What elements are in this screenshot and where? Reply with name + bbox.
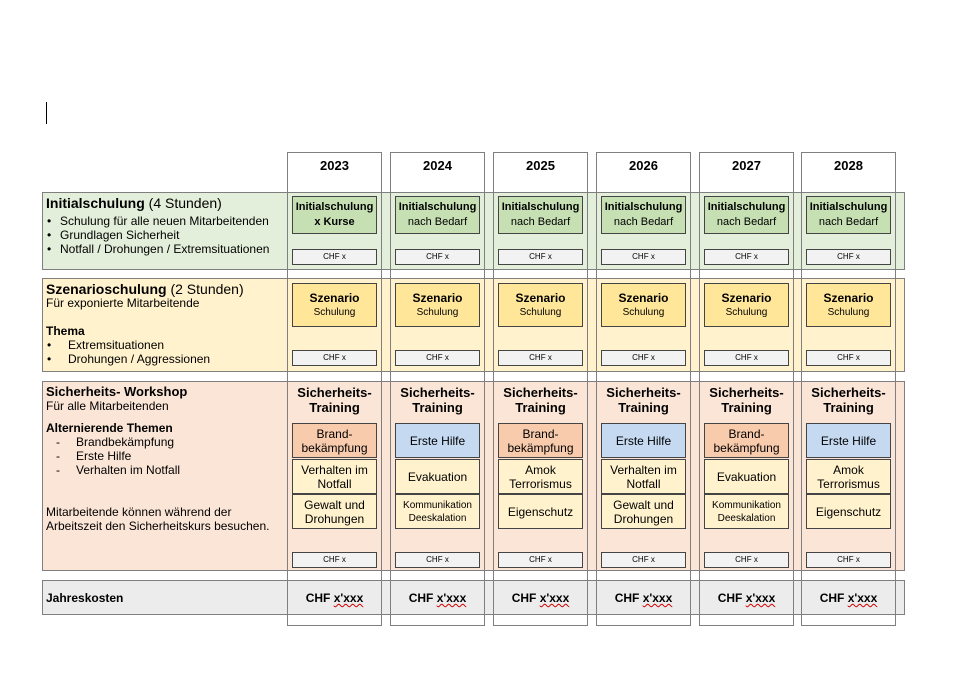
szenario-box-line1: Szenario xyxy=(823,290,874,305)
heading-line1: Sicherheits- xyxy=(811,385,886,400)
sicherheits-cost: CHF x xyxy=(395,552,480,568)
jahreskosten-label: Jahreskosten xyxy=(46,591,124,605)
initialschulung-box-line2: x Kurse xyxy=(314,216,355,228)
heading-line2: Training xyxy=(309,400,360,415)
initialschulung-title-text: Initialschulung xyxy=(46,195,145,211)
initialschulung-box xyxy=(601,196,686,234)
initialschulung-duration: (4 Stunden) xyxy=(148,195,222,211)
topic-line1: Kommunikation xyxy=(403,499,472,511)
szenario-box xyxy=(498,283,583,327)
initialschulung-box-line1: Initialschulung xyxy=(809,201,888,213)
year-label: 2023 xyxy=(320,158,349,173)
heading-line1: Sicherheits- xyxy=(709,385,784,400)
szenario-box-line2: Schulung xyxy=(416,306,459,318)
heading-line2: Training xyxy=(412,400,463,415)
szenario-box-line1: Szenario xyxy=(309,290,360,305)
topic-line1: Gewalt und xyxy=(613,497,674,512)
szenarioschulung-thema-label: Thema xyxy=(46,324,85,338)
initialschulung-description xyxy=(46,196,282,256)
sicherheits-cost: CHF x xyxy=(806,552,891,568)
heading-line2: Training xyxy=(721,400,772,415)
workshop-note-line: Arbeitszeit den Sicherheitskurs besuchen. xyxy=(46,519,270,533)
training-topic-box xyxy=(806,459,891,494)
szenario-cost: CHF x xyxy=(704,350,789,366)
initialschulung-title xyxy=(46,196,282,210)
topic-line1: Brand- xyxy=(316,426,353,441)
szenario-cost: CHF x xyxy=(292,350,377,366)
initialschulung-box xyxy=(498,196,583,234)
szenario-box xyxy=(601,283,686,327)
training-topic-box xyxy=(292,459,377,494)
heading-line2: Training xyxy=(618,400,669,415)
sicherheits-training-heading xyxy=(287,385,382,415)
szenario-box-line2: Schulung xyxy=(725,306,768,318)
training-topic-box xyxy=(704,459,789,494)
initialschulung-cost: CHF x xyxy=(498,249,583,265)
topic-line2: Deeskalation xyxy=(408,512,467,524)
bullet-item: • Grundlagen Sicherheit xyxy=(46,228,282,242)
sicherheits-training-heading xyxy=(390,385,485,415)
jahreskosten-amount: x'xxx xyxy=(847,591,878,605)
topic-line2: Terrorismus xyxy=(817,476,880,491)
topic-line2: Notfall xyxy=(626,476,661,491)
jahreskosten-value xyxy=(801,591,896,605)
szenarioschulung-duration: (2 Stunden) xyxy=(170,281,244,297)
training-topic-box xyxy=(601,459,686,494)
topic-line2: Deeskalation xyxy=(717,512,776,524)
initialschulung-box-line2: nach Bedarf xyxy=(613,216,674,228)
topic-line1: Brand- xyxy=(728,426,765,441)
initialschulung-box xyxy=(292,196,377,234)
sicherheits-training-heading xyxy=(801,385,896,415)
szenario-box-line1: Szenario xyxy=(618,290,669,305)
bullet-item: • Schulung für alle neuen Mitarbeitenden xyxy=(46,214,282,228)
training-topic-box xyxy=(498,423,583,458)
training-topic-box xyxy=(806,423,891,458)
jahreskosten-amount: x'xxx xyxy=(642,591,673,605)
training-topic-box xyxy=(292,423,377,458)
themen-item: - Verhalten im Notfall xyxy=(46,463,282,477)
topic-line1: Amok xyxy=(833,462,864,477)
szenarioschulung-bullets xyxy=(46,338,282,366)
szenario-box-line1: Szenario xyxy=(515,290,566,305)
year-label: 2025 xyxy=(526,158,555,173)
sicherheits-cost: CHF x xyxy=(704,552,789,568)
topic-line2: Drohungen xyxy=(613,511,674,526)
jahreskosten-value xyxy=(699,591,794,605)
themen-item: - Brandbekämpfung xyxy=(46,435,282,449)
initialschulung-cost: CHF x xyxy=(704,249,789,265)
topic-line1: Erste Hilfe xyxy=(615,433,672,448)
heading-line1: Sicherheits- xyxy=(503,385,578,400)
topic-line1: Evakuation xyxy=(407,469,468,484)
szenarioschulung-title xyxy=(46,282,282,296)
topic-line1: Verhalten im xyxy=(610,462,677,477)
sicherheits-cost: CHF x xyxy=(498,552,583,568)
training-topic-box xyxy=(704,423,789,458)
topic-line2: bekämpfung xyxy=(507,440,574,455)
jahreskosten-currency: CHF xyxy=(717,591,743,605)
topic-line1: Amok xyxy=(525,462,556,477)
topic-line2: Notfall xyxy=(317,476,352,491)
sicherheits-cost: CHF x xyxy=(292,552,377,568)
themen-list xyxy=(46,435,282,477)
initialschulung-cost: CHF x xyxy=(292,249,377,265)
jahreskosten-value xyxy=(390,591,485,605)
initialschulung-box xyxy=(395,196,480,234)
szenario-box-line2: Schulung xyxy=(519,306,562,318)
szenario-box-line1: Szenario xyxy=(412,290,463,305)
initialschulung-cost: CHF x xyxy=(395,249,480,265)
topic-line2: Terrorismus xyxy=(509,476,572,491)
jahreskosten-value xyxy=(493,591,588,605)
sicherheits-training-heading xyxy=(493,385,588,415)
jahreskosten-currency: CHF xyxy=(511,591,537,605)
training-topic-box xyxy=(806,494,891,529)
heading-line2: Training xyxy=(515,400,566,415)
initialschulung-box-line1: Initialschulung xyxy=(398,201,477,213)
initialschulung-box-line2: nach Bedarf xyxy=(510,216,571,228)
heading-line1: Sicherheits- xyxy=(400,385,475,400)
initialschulung-box xyxy=(806,196,891,234)
bullet-item: • Extremsituationen xyxy=(46,338,282,352)
training-topic-box xyxy=(395,459,480,494)
training-topic-box xyxy=(704,494,789,529)
heading-line1: Sicherheits- xyxy=(297,385,372,400)
sicherheits-workshop-description xyxy=(46,385,282,533)
szenario-box xyxy=(704,283,789,327)
initialschulung-box-line1: Initialschulung xyxy=(501,201,580,213)
szenario-cost: CHF x xyxy=(601,350,686,366)
szenario-cost: CHF x xyxy=(395,350,480,366)
jahreskosten-currency: CHF xyxy=(614,591,640,605)
training-topic-box xyxy=(498,494,583,529)
topic-line2: bekämpfung xyxy=(713,440,780,455)
workshop-note-line: Mitarbeitende können während der xyxy=(46,505,232,519)
initialschulung-box-line1: Initialschulung xyxy=(707,201,786,213)
sicherheits-workshop-subtitle: Für alle Mitarbeitenden xyxy=(46,399,169,413)
szenarioschulung-title-text: Szenarioschulung xyxy=(46,281,167,297)
sicherheits-workshop-title: Sicherheits- Workshop xyxy=(46,384,188,399)
szenario-box-line2: Schulung xyxy=(622,306,665,318)
training-topic-box xyxy=(601,423,686,458)
szenario-box-line2: Schulung xyxy=(827,306,870,318)
sicherheits-cost: CHF x xyxy=(601,552,686,568)
heading-line1: Sicherheits- xyxy=(606,385,681,400)
szenario-box xyxy=(292,283,377,327)
topic-line2: Drohungen xyxy=(304,511,365,526)
szenario-box-line2: Schulung xyxy=(313,306,356,318)
initialschulung-box-line2: nach Bedarf xyxy=(407,216,468,228)
topic-line1: Gewalt und xyxy=(304,497,365,512)
jahreskosten-currency: CHF xyxy=(819,591,845,605)
bullet-item: • Notfall / Drohungen / Extremsituationen xyxy=(46,242,282,256)
szenario-cost: CHF x xyxy=(498,350,583,366)
szenario-box xyxy=(806,283,891,327)
szenarioschulung-subtitle: Für exponierte Mitarbeitende xyxy=(46,296,200,310)
training-topic-box xyxy=(498,459,583,494)
initialschulung-box xyxy=(704,196,789,234)
szenario-box-line1: Szenario xyxy=(721,290,772,305)
sicherheits-training-heading xyxy=(596,385,691,415)
jahreskosten-value xyxy=(287,591,382,605)
year-label: 2028 xyxy=(834,158,863,173)
heading-line2: Training xyxy=(823,400,874,415)
topic-line1: Eigenschutz xyxy=(815,504,882,519)
jahreskosten-amount: x'xxx xyxy=(539,591,570,605)
training-topic-box xyxy=(395,494,480,529)
workshop-note xyxy=(46,505,282,533)
jahreskosten-amount: x'xxx xyxy=(745,591,776,605)
szenario-cost: CHF x xyxy=(806,350,891,366)
bullet-item: • Drohungen / Aggressionen xyxy=(46,352,282,366)
jahreskosten-amount: x'xxx xyxy=(436,591,467,605)
topic-line1: Verhalten im xyxy=(301,462,368,477)
training-topic-box xyxy=(601,494,686,529)
initialschulung-bullets xyxy=(46,214,282,256)
initialschulung-cost: CHF x xyxy=(601,249,686,265)
sicherheits-training-heading xyxy=(699,385,794,415)
szenario-box xyxy=(395,283,480,327)
topic-line2: bekämpfung xyxy=(301,440,368,455)
jahreskosten-currency: CHF xyxy=(305,591,331,605)
topic-line1: Evakuation xyxy=(716,469,777,484)
jahreskosten-amount: x'xxx xyxy=(333,591,364,605)
year-label: 2027 xyxy=(732,158,761,173)
initialschulung-box-line1: Initialschulung xyxy=(604,201,683,213)
year-label: 2024 xyxy=(423,158,452,173)
themen-item: - Erste Hilfe xyxy=(46,449,282,463)
topic-line1: Erste Hilfe xyxy=(409,433,466,448)
topic-line1: Erste Hilfe xyxy=(820,433,877,448)
initialschulung-cost: CHF x xyxy=(806,249,891,265)
initialschulung-box-line2: nach Bedarf xyxy=(716,216,777,228)
topic-line1: Kommunikation xyxy=(712,499,781,511)
training-topic-box xyxy=(292,494,377,529)
year-label: 2026 xyxy=(629,158,658,173)
text-cursor xyxy=(46,102,47,124)
jahreskosten-currency: CHF xyxy=(408,591,434,605)
initialschulung-box-line1: Initialschulung xyxy=(295,201,374,213)
szenarioschulung-description xyxy=(46,282,282,366)
initialschulung-box-line2: nach Bedarf xyxy=(818,216,879,228)
alternierende-themen-label: Alternierende Themen xyxy=(46,421,173,435)
topic-line1: Eigenschutz xyxy=(507,504,574,519)
training-topic-box xyxy=(395,423,480,458)
topic-line1: Brand- xyxy=(522,426,559,441)
jahreskosten-value xyxy=(596,591,691,605)
